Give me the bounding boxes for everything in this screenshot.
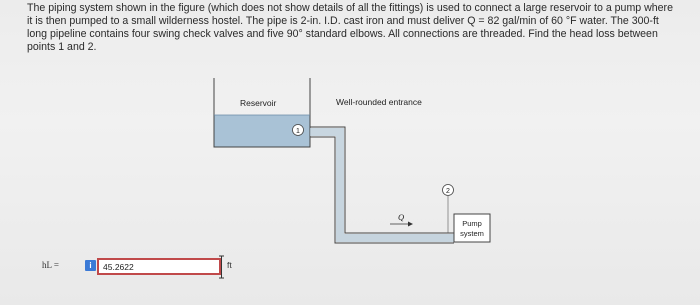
point-1-label: 1 [296,128,300,135]
text-cursor-icon [218,254,225,280]
problem-statement: The piping system shown in the figure (which does not show details of all the fittings) is used to connect a large reservoir to a pump where it is then pumped to a small wilderness hostel. The pipe is 2-in. I.D. cast iron and must deliver Q = 82 gal/min of 60 °F water. The 300-ft long pipeline contains four swing check valves and five 90° standard elbows. All connections are threaded. Find the head loss between points 1 and 2. [27,2,673,53]
info-icon[interactable]: i [85,260,96,271]
head-loss-input[interactable] [97,258,221,275]
point-2-label: 2 [446,188,450,195]
entrance-label: Well-rounded entrance [336,97,422,107]
pump-label-line1: Pump [462,219,482,228]
reservoir-label: Reservoir [240,98,277,108]
flow-label: Q [398,212,405,222]
pipe-lower-wall [310,137,454,243]
pipe-upper-wall [310,127,454,233]
pump-label-line2: system [460,229,484,238]
unit-label: ft [227,260,232,270]
head-loss-label: hL = [42,260,59,270]
